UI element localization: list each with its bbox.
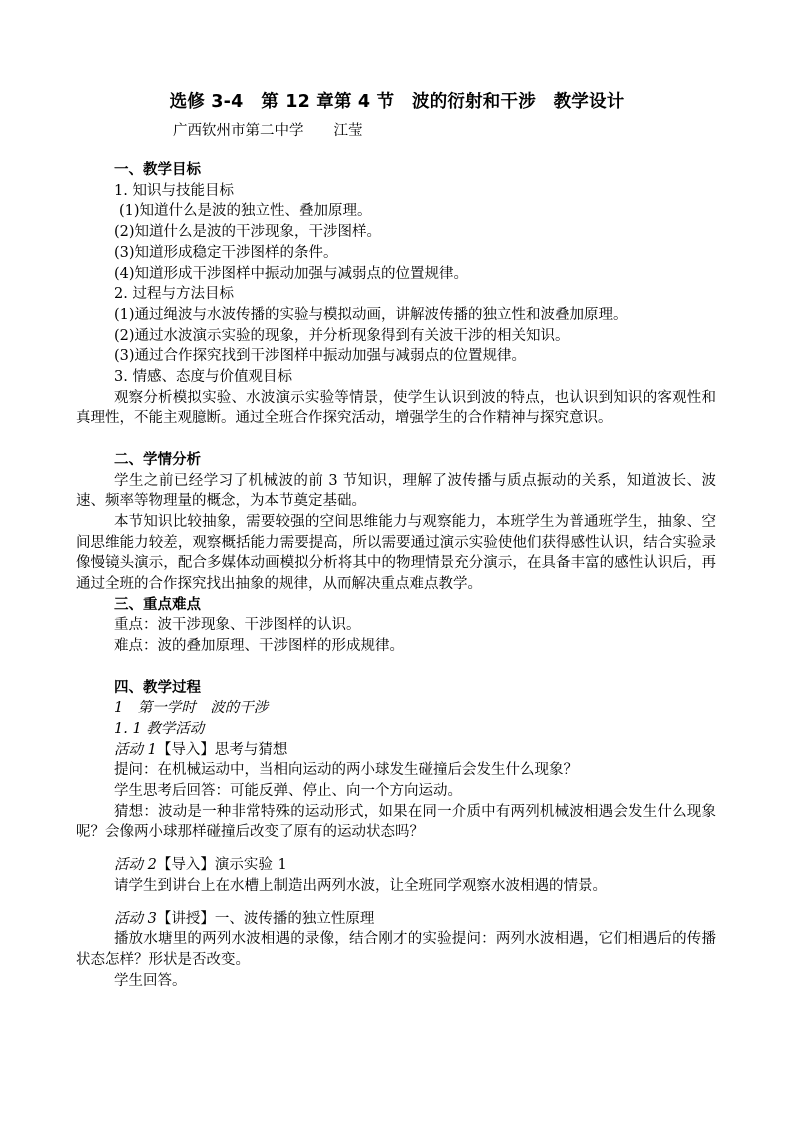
activity-1-heading [76, 740, 716, 761]
activity-label: 活动 1 [114, 741, 157, 758]
key-point: 重点：波干涉现象、干涉图样的认识。 [114, 617, 361, 634]
section-heading-teaching-objectives: 一、教学目标 [114, 162, 201, 178]
section-heading-learner-analysis: 二、学情分析 [114, 451, 201, 468]
activity-3-answer: 学生回答。 [114, 972, 187, 989]
activity-label: 活动 3 [114, 910, 157, 927]
objective-attitude-heading: 3. 情感、态度与价值观目标 [114, 369, 292, 386]
objective-knowledge-item: (3)知道形成稳定干涉图样的条件。 [114, 244, 338, 261]
learner-analysis-paragraph: 本节知识比较抽象，需要较强的空间思维能力与观察能力，本班学生为普通班学生，抽象、空间思维能力较差，观察概括能力需要提高，所以需要通过演示实验使他们获得感性认识，结合实验录像慢镜头演示，配合多媒体动画模拟分析将其中的物理情景充分演示，在具备丰富的感性认识后，再通过全班的合作探究找出抽象的规律，从而解决重点难点教学。 [76, 513, 716, 593]
activity-1-question: 提问：在机械运动中，当相向运动的两小球发生碰撞后会发生什么现象？ [114, 762, 578, 779]
objective-process-heading: 2. 过程与方法目标 [114, 286, 234, 303]
activity-2-text: 请学生到讲台上在水槽上制造出两列水波，让全班同学观察水波相遇的情景。 [114, 877, 607, 894]
activity-label: 活动 2 [114, 857, 157, 874]
activity-3-text: 播放水塘里的两列水波相遇的录像，结合刚才的实验提问：两列水波相遇，它们相遇后的传播状态怎样？形状是否改变。 [76, 931, 716, 968]
activity-2-heading [76, 855, 716, 876]
activity-tag: 【导入】演示实验 1 [156, 857, 287, 874]
objective-knowledge-heading: 1. 知识与技能目标 [114, 182, 234, 199]
objective-process-item: (2)通过水波演示实验的现象，并分析现象得到有关波干涉的相关知识。 [114, 327, 570, 344]
activity-tag: 【导入】思考与猜想 [156, 741, 288, 758]
activity-1-conjecture: 猜想：波动是一种非常特殊的运动形式，如果在同一介质中有两列机械波相遇会发生什么现象呢？会像两小球那样碰撞后改变了原有的运动状态吗？ [76, 803, 716, 841]
activity-section-heading: 1. 1 教学活动 [114, 720, 205, 737]
objective-knowledge-item: (2)知道什么是波的干涉现象，干涉图样。 [114, 224, 382, 241]
spacer [76, 657, 716, 678]
section-heading-teaching-process: 四、教学过程 [114, 679, 201, 696]
author-line [173, 119, 363, 140]
learner-analysis-paragraph: 学生之前已经学习了机械波的前 3 节知识，理解了波传播与质点振动的关系，知道波长、波速、频率等物理量的概念，为本节奠定基础。 [76, 472, 716, 510]
author-name: 江莹 [333, 123, 363, 139]
lesson-heading: 1 第一学时 波的干涉 [114, 700, 269, 717]
spacer [76, 843, 716, 855]
spacer [76, 897, 716, 909]
activity-1-answer: 学生思考后回答：可能反弹、停止、向一个方向运动。 [114, 783, 462, 800]
objective-knowledge-item: (1)知道什么是波的独立性、叠加原理。 [119, 203, 372, 220]
activity-tag: 【讲授】一、波传播的独立性原理 [156, 910, 375, 927]
document-body [76, 160, 716, 991]
objective-process-item: (3)通过合作探究找到干涉图样中振动加强与减弱点的位置规律。 [114, 348, 527, 365]
objective-process-item: (1)通过绳波与水波传播的实验与模拟动画，讲解波传播的独立性和波叠加原理。 [114, 306, 628, 323]
difficult-point: 难点：波的叠加原理、干涉图样的形成规律。 [114, 638, 404, 655]
section-heading-key-points: 三、重点难点 [114, 596, 201, 613]
objective-knowledge-item: (4)知道形成干涉图样中振动加强与减弱点的位置规律。 [114, 265, 469, 282]
document-title: 选修 3-4 第 12 章第 4 节 波的衍射和干涉 教学设计 [169, 92, 625, 112]
activity-3-heading [76, 909, 716, 930]
spacer [76, 429, 716, 450]
objective-attitude-text: 观察分析模拟实验、水波演示实验等情景，使学生认识到波的特点，也认识到知识的客观性和真理性，不能主观臆断。通过全班合作探究活动，增强学生的合作精神与探究意识。 [76, 389, 716, 427]
author-school: 广西钦州市第二中学 [173, 123, 304, 139]
